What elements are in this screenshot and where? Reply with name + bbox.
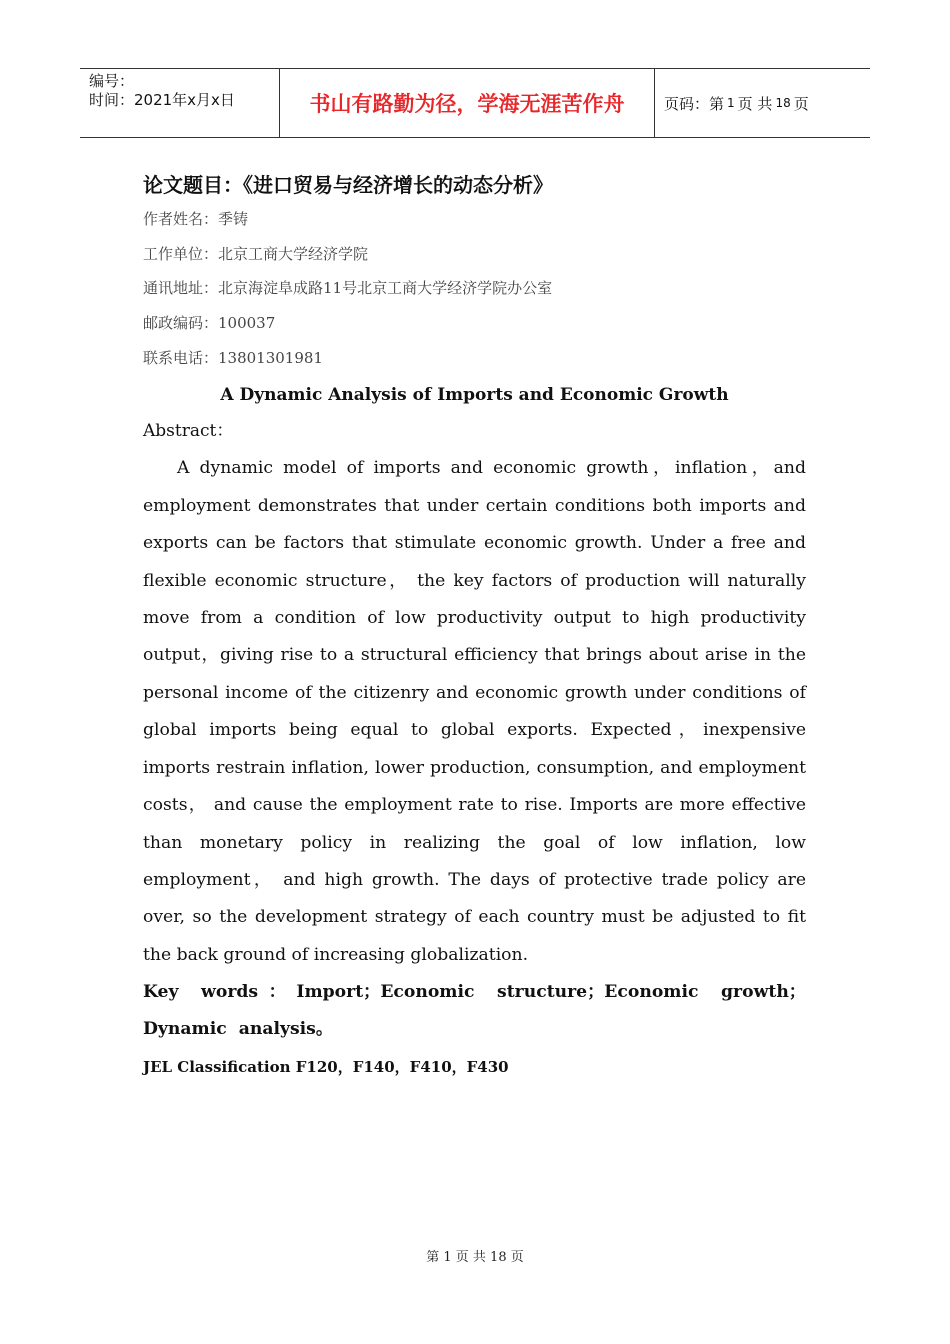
document-body xyxy=(143,168,806,1086)
page-label-mid: 页 共 xyxy=(737,94,773,113)
document-number-label: 编号： xyxy=(89,72,135,90)
postcode-line: 邮政编码：100037 xyxy=(143,314,276,333)
abstract-text: A dynamic model of imports and economic growth，inflation，and employment demonstrates that under certain conditions both imports and exports can be factors that stimulate economic growth. Under a free and flexible economic structure， the key factors of production will naturally move from a condition of low productivity output to high productivity output，giving rise to a structural efficiency that brings about arise in the personal income of the citizenry and economic growth under conditions of global imports being equal to global exports. Expected，inexpensive imports restrain inflation, lower production, consumption, and employment costs， and cause the employment rate to rise. Imports are more effective than monetary policy in realizing the goal of low inflation, low employment， and high growth. The days of protective trade policy are over, so the development strategy of each country must be adjusted to fit the back ground of increasing globalization. xyxy=(143,458,806,965)
page-header xyxy=(80,68,870,138)
page-current: 1 xyxy=(727,96,735,110)
page-total: 18 xyxy=(775,96,791,110)
english-title: A Dynamic Analysis of Imports and Economic Growth xyxy=(220,385,729,406)
document-time-label: 时间：2021年x月x日 xyxy=(89,91,235,109)
keywords: Key words：Import；Economic structure；Economic growth；Dynamic analysis。 xyxy=(143,982,806,1040)
header-info-cell xyxy=(80,69,280,137)
affiliation-line: 工作单位：北京工商大学经济学院 xyxy=(143,244,369,263)
page-label-prefix: 页码：第 xyxy=(664,94,725,113)
header-page-cell xyxy=(655,69,870,137)
address-line: 通讯地址：北京海淀阜成路11号北京工商大学经济学院办公室 xyxy=(143,279,553,298)
phone-line: 联系电话：13801301981 xyxy=(143,348,323,367)
page-footer: 第 1 页 共 18 页 xyxy=(426,1250,524,1265)
header-motto: 书山有路勤为径，学海无涯苦作舟 xyxy=(280,69,655,137)
abstract-label: Abstract： xyxy=(143,421,234,442)
paper-title: 论文题目：《进口贸易与经济增长的动态分析》 xyxy=(143,173,553,197)
author-line: 作者姓名：季铸 xyxy=(143,210,249,228)
page-label-suffix: 页 xyxy=(793,94,809,113)
jel-classification: JEL Classification F120，F140，F410，F430 xyxy=(143,1058,509,1077)
